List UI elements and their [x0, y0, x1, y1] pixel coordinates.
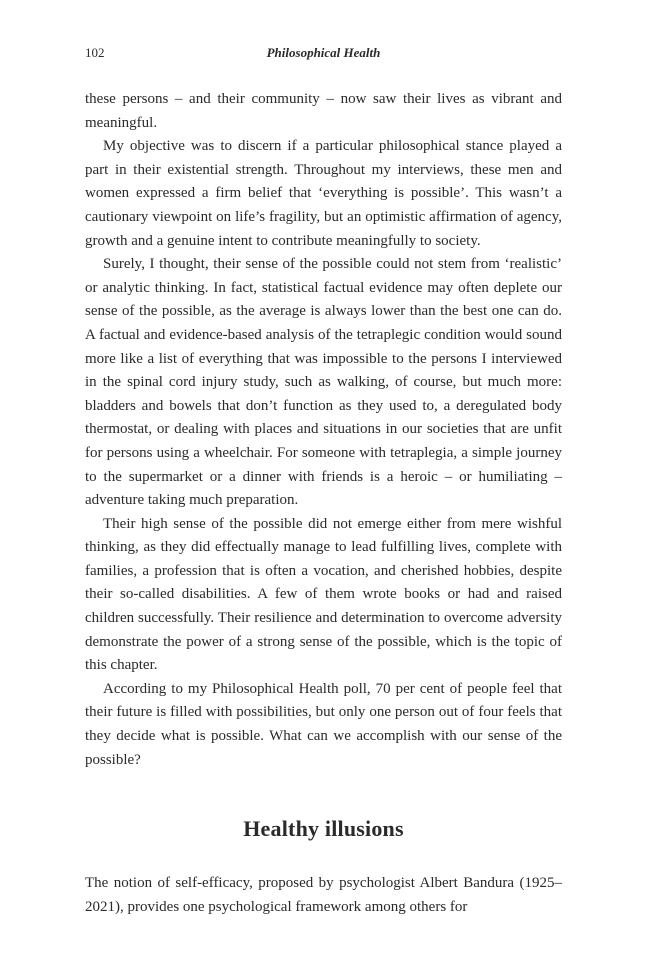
body-text	[85, 88, 562, 772]
paragraph: Surely, I thought, their sense of the possible could not stem from ‘realistic’ or analytic thinking. In fact, statistical factual evidence may often deplete our sense of the possible, as the average is always lower than the best one can do. A factual and evidence-based analysis of the tetraplegic condition would sound more like a list of everything that was impossible to the persons I interviewed in the spinal cord injury study, such as walking, of course, but much more: bladders and bowels that don’t function as they used to, a deregulated body thermostat, or dealing with places and situations in our societies that are unfit for persons using a wheelchair. For someone with tetraplegia, a simple journey to the supermarket or a dinner with friends is a heroic – or humiliating – adventure taking much preparation.	[85, 256, 562, 509]
book-page	[85, 40, 562, 919]
section-first-paragraph: The notion of self-efficacy, proposed by psychologist Albert Bandura (1925–2021), provides one psychological framework among others for	[85, 875, 562, 915]
paragraph-continued: these persons – and their community – now saw their lives as vibrant and meaningful.	[85, 91, 562, 131]
paragraph: According to my Philosophical Health poll, 70 per cent of people feel that their future is filled with possibilities, but only one person out of four feels that they decide what is possible. What can we accomplish with our sense of the possible?	[85, 680, 562, 768]
section-heading: Healthy illusions	[243, 816, 404, 842]
running-title: Philosophical Health	[266, 45, 381, 60]
running-head	[85, 40, 562, 70]
page-number: 102	[85, 45, 105, 60]
paragraph: Their high sense of the possible did not emerge either from mere wishful thinking, as they did effectually manage to lead fulfilling lives, complete with families, a profession that is often a vocation, and cherished hobbies, despite their so-called disabilities. A few of them wrote books or had and raised children successfully. Their resilience and determination to overcome adversity demonstrate the power of a strong sense of the possible, which is the topic of this chapter.	[85, 515, 562, 674]
paragraph: My objective was to discern if a particular philosophical stance played a part in their existential strength. Throughout my interviews, these men and women expressed a firm belief that ‘everything is possible’. This wasn’t a cautionary viewpoint on life’s fragility, but an optimistic affirmation of agency, growth and a genuine intent to contribute meaningfully to society.	[85, 138, 562, 249]
